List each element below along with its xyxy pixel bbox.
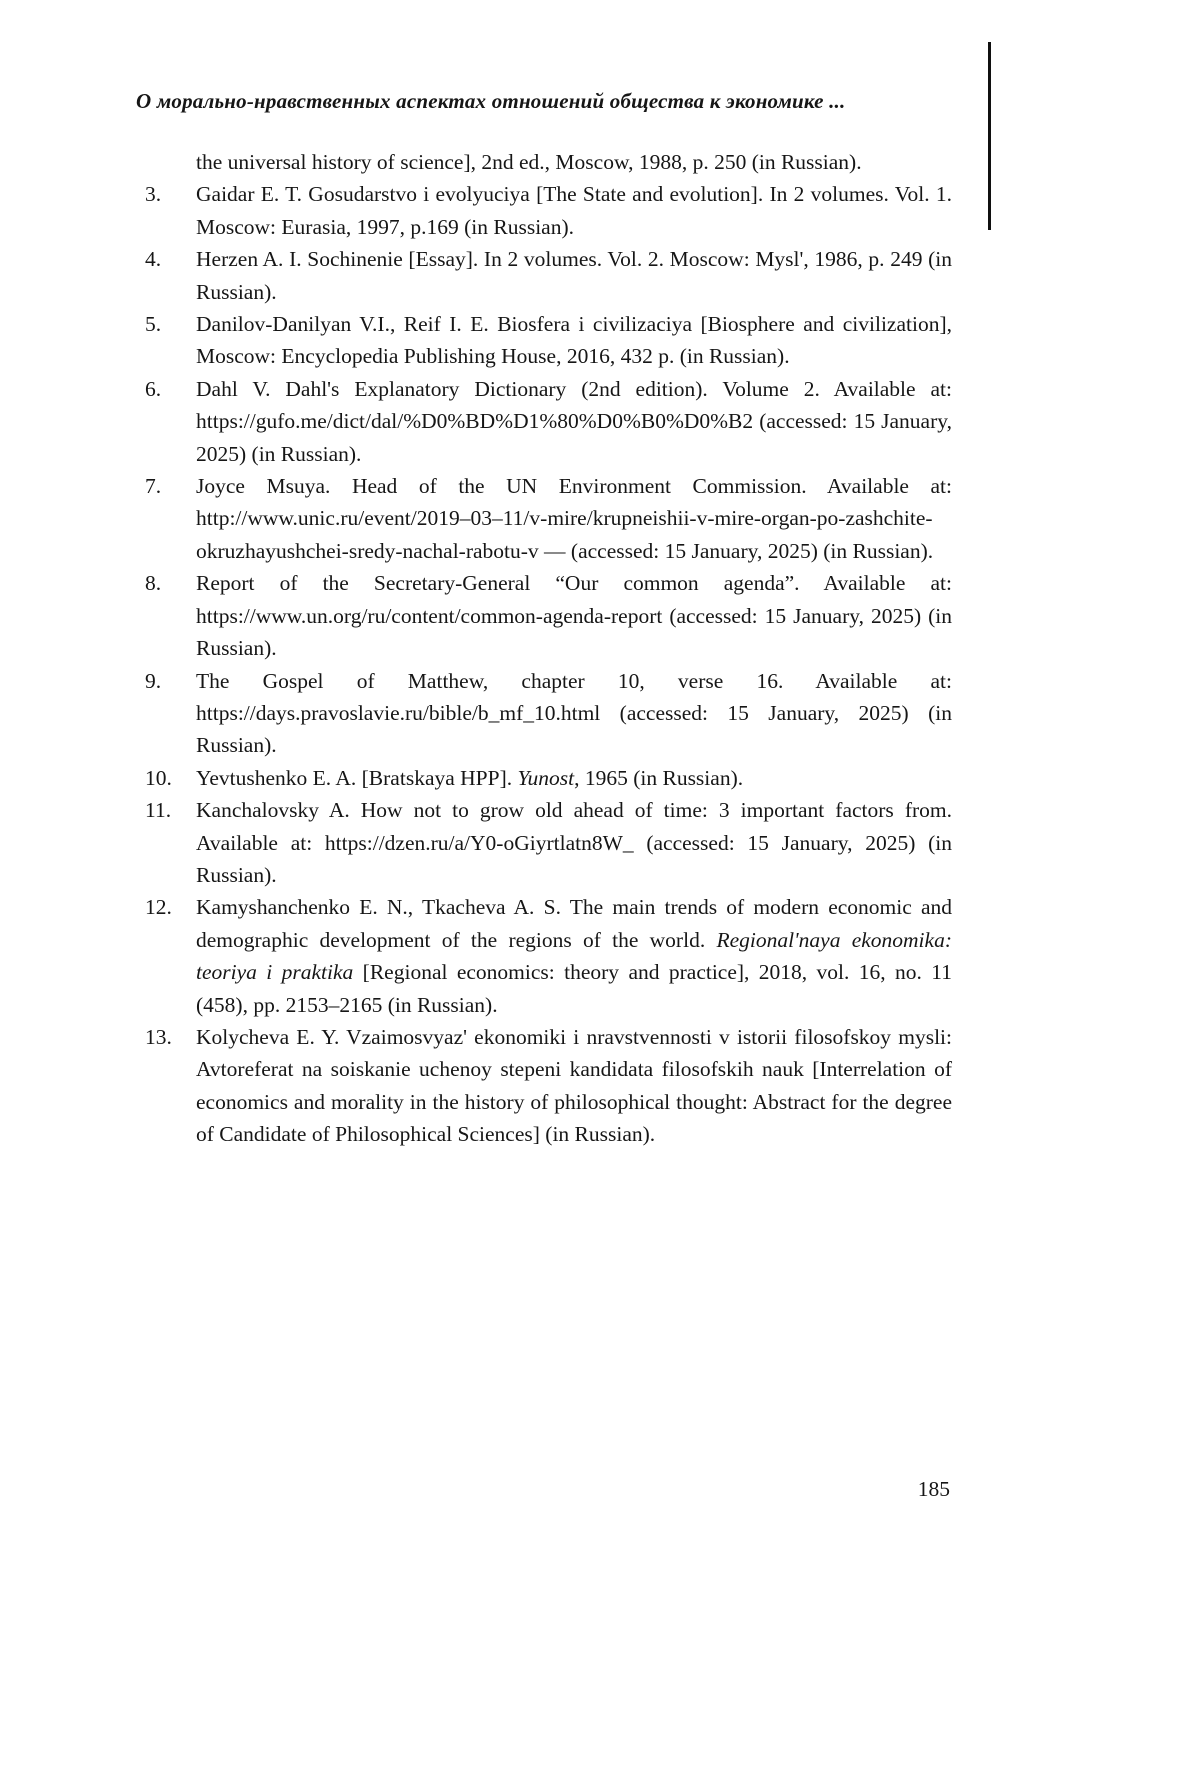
text-segment: Danilov-Danilyan V.I., Reif I. E. Biosfera i civilizaciya [Biosphere and civilization], Moscow: Encyclopedia Publishing House, 2016, 432 p. (in Russian). (196, 312, 952, 369)
reference-text (196, 762, 952, 794)
reference-text (196, 373, 952, 470)
reference-item (142, 146, 952, 178)
reference-item (142, 1021, 952, 1151)
reference-number: 6. (145, 376, 162, 401)
reference-number: 11. (145, 798, 172, 823)
reference-number: 13. (145, 1024, 172, 1049)
reference-item (142, 567, 952, 664)
text-segment: Kolycheva E. Y. Vzaimosvyaz' ekonomiki i nravstvennosti v istorii filosofskoy mysli: Avtoreferat na soiskanie uchenoy stepeni kandidata filosofskih nauk [Interrelation of economics and morality in the history of philosophical thought: Abstract for the degree of Candidate of Philosophical Sciences] (in Russian). (196, 1024, 952, 1147)
reference-item (142, 762, 952, 794)
text-segment: Kamyshanchenko E. N., Tkacheva A. S. The main trends of modern economic and demographic development of the regions of the world. (196, 895, 952, 952)
running-header: О морально-нравственных аспектах отношений общества к экономике ... (136, 89, 846, 113)
text-segment-italic: Yunost (517, 765, 575, 790)
reference-text (196, 243, 952, 308)
reference-text (196, 665, 952, 762)
reference-text (196, 794, 952, 891)
text-segment: Joyce Msuya. Head of the UN Environment Commission. Available at: http://www.unic.ru/event/2019–03–11/v-mire/krupneishii-v-mire-organ-po-zashchite-okruzhayushchei-sredy-nachal-rabotu-v — (accessed: 15 January, 2025) (in Russian). (196, 474, 952, 563)
reference-text (196, 178, 952, 243)
text-segment: Herzen A. I. Sochinenie [Essay]. In 2 volumes. Vol. 2. Moscow: Mysl', 1986, p. 249 (in Russian). (196, 247, 952, 304)
text-segment: the universal history of science], 2nd ed., Moscow, 1988, p. 250 (in Russian). (196, 150, 862, 174)
reference-number: 12. (145, 895, 172, 920)
reference-number: 9. (145, 668, 162, 693)
text-segment: The Gospel of Matthew, chapter 10, verse 16. Available at: https://days.pravoslavie.ru/bible/b_mf_10.html (accessed: 15 January, 2025) (in Russian). (196, 668, 952, 758)
reference-item (142, 794, 952, 891)
text-segment: [Regional economics: theory and practice], 2018, vol. 16, no. 11 (458), pp. 2153–2165 (in Russian). (196, 960, 953, 1017)
reference-number: 7. (145, 474, 162, 499)
reference-number: 10. (145, 765, 172, 790)
text-segment: Report of the Secretary-General “Our common agenda”. Available at: https://www.un.org/ru/content/common-agenda-report (accessed: 15 January, 2025) (in Russian). (196, 571, 952, 661)
reference-item (142, 308, 952, 373)
page-number: 185 (917, 1477, 950, 1501)
reference-item (142, 178, 952, 243)
reference-number: 8. (145, 571, 162, 596)
reference-item (142, 470, 952, 567)
reference-text (196, 470, 952, 567)
reference-item (142, 243, 952, 308)
reference-item (142, 665, 952, 762)
text-segment: Dahl V. Dahl's Explanatory Dictionary (2nd edition). Volume 2. Available at: https://gufo.me/dict/dal/%D0%BD%D1%80%D0%B0%D0%B2 (accessed: 15 January, 2025) (in Russian). (196, 376, 952, 466)
text-segment: Yevtushenko E. A. [Bratskaya HPP]. (196, 765, 518, 790)
text-segment: , 1965 (in Russian). (574, 765, 744, 790)
reference-item (142, 373, 952, 470)
reference-text (196, 567, 952, 664)
margin-rule (988, 42, 991, 230)
reference-text (196, 308, 952, 373)
text-segment: Kanchalovsky A. How not to grow old ahead of time: 3 important factors from. Available at: https://dzen.ru/a/Y0-oGiyrtlatn8W_ (accessed: 15 January, 2025) (in Russian). (196, 798, 952, 887)
reference-text (196, 891, 952, 1021)
reference-text (196, 1021, 952, 1151)
reference-item (142, 891, 952, 1021)
text-segment: Gaidar E. T. Gosudarstvo i evolyuciya [The State and evolution]. In 2 volumes. Vol. 1. Moscow: Eurasia, 1997, p.169 (in Russian). (196, 182, 952, 239)
reference-list (142, 146, 952, 1151)
reference-number: 4. (145, 247, 162, 272)
reference-text (196, 146, 952, 178)
reference-number: 5. (145, 312, 162, 337)
reference-number: 3. (145, 182, 162, 207)
text-segment-italic: Regional'naya ekonomika: teoriya i praktika (196, 927, 952, 985)
